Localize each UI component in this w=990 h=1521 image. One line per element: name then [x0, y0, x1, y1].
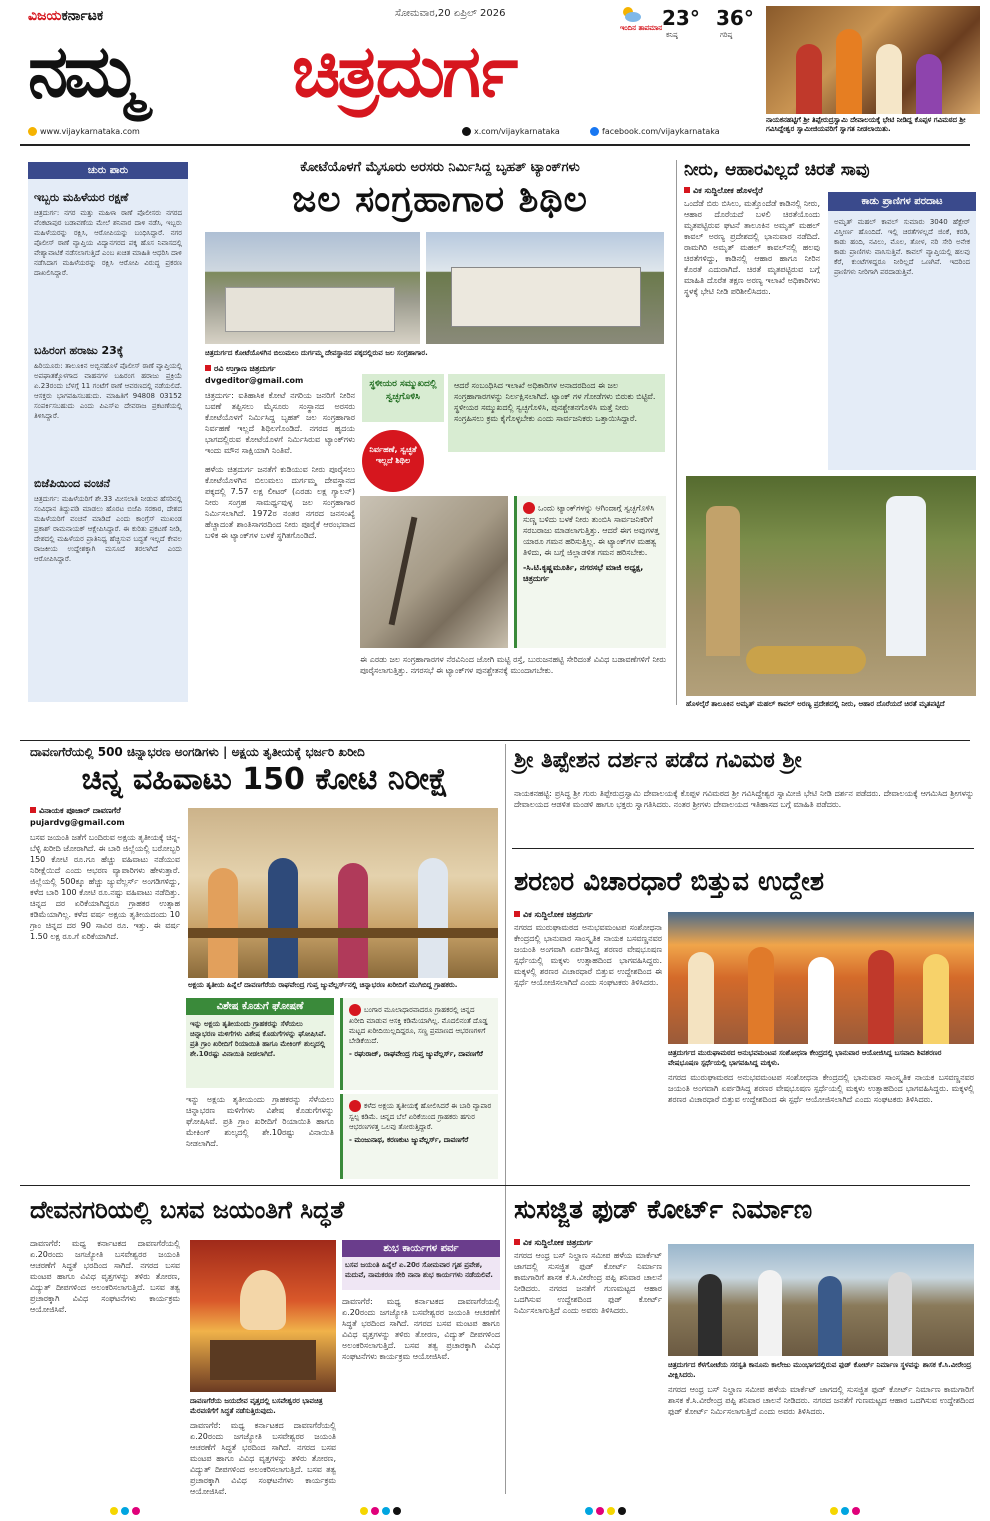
lead-kicker: ಕೋಟೆಯೊಳಗೆ ಮೈಸೂರು ಅರಸರು ನಿರ್ಮಿಸಿದ್ದ ಬೃಹತ್ ಟ್ಯಾಂಕ್‌ಗಳು [300, 160, 580, 175]
gold-offer-body: ಇನ್ನು ಅಕ್ಷಯ ತೃತೀಯಂದು ಗ್ರಾಹಕರನ್ನು ಸೆಳೆಯಲು ಚಿನ್ನಾಭರಣ ಮಳಿಗೆಗಳು ವಿಶೇಷ ಕೊಡುಗೆಗಳನ್ನು ಘೋಷಿಸಿವೆ. ಪ್ರತಿ ಗ್ರಾಂ ಖರೀದಿಗೆ ರಿಯಾಯಿತಿ ಹಾಗೂ ಮೇಕಿಂಗ್ ಶುಲ್ಕದಲ್ಲಿ ಶೇ.10ರಷ್ಟು ವಿನಾಯಿತಿ ನೀಡಲಾಗಿದೆ. [190, 1020, 327, 1058]
food-body-cont: ನಗರದ ಆಂಧ್ರ ಬಸ್ ನಿಲ್ದಾಣ ಸಮೀಪ ಹಳೆಯ ಮಾರ್ಕೆಟ್ ಜಾಗದಲ್ಲಿ ಸುಸಜ್ಜಿತ ಫುಡ್ ಕೋರ್ಟ್ ನಿರ್ಮಾಣ ಕಾಮಗಾರಿಗೆ ಶಾಸಕ ಕೆ.ಸಿ.ವೀರೇಂದ್ರ ಪಪ್ಪಿ ಶನಿವಾರ ಚಾಲನೆ ನೀಡಿದರು. ನಗರದ ಜನತೆಗೆ ಗುಣಮಟ್ಟದ ಆಹಾರ ಒದಗಿಸುವ ಉದ್ದೇಶದಿಂದ ಫುಡ್ ಕೋರ್ಟ್ ನಿರ್ಮಿಸಲಾಗುತ್ತಿದೆ ಎಂದು ಅವರು ತಿಳಿಸಿದರು. [668, 1385, 974, 1416]
masthead-rule [20, 144, 970, 146]
food-photo [668, 1244, 974, 1356]
sharana-photo-caption: ಚಿತ್ರದುರ್ಗದ ಮುರುಘಾಮಠದ ಅನುಭವಮಂಟಪ ಸಂಶೋಧನಾ ಕೇಂದ್ರದಲ್ಲಿ ಭಾನುವಾರ ಆಯೋಜಿಸಿದ್ದ ಬಸವಾದಿ ಶಿವಶರಣರ ವೇಷಭೂಷಣ ಸ್ಪರ್ಧೆಯಲ್ಲಿ ಭಾಗವಹಿಸಿದ್ದ ಮಕ್ಕಳು. [668, 1049, 942, 1067]
masthead-title-right: ಚಿತ್ರದುರ್ಗ [292, 29, 516, 113]
weather-label: ಇಂದಿನ ತಾಪಮಾನ [620, 24, 663, 32]
lead-photo-left [205, 232, 420, 344]
brief-body: ಚಿತ್ರದುರ್ಗ: ಮಹಿಳೆಯರಿಗೆ ಶೇ.33 ಮೀಸಲಾತಿ ನೀಡುವ ಹೆಸರಿನಲ್ಲಿ ಸಂವಿಧಾನ ತಿದ್ದುಪಡಿ ಮಾಡಲು ಹೊರಟ ಬಿಜೆಪಿ ಸರಕಾರ, ದೇಶದ ಮಹಿಳೆಯರಿಗೆ ವಂಚನೆ ಮಾಡಿದೆ ಎಂದು ಕಾಂಗ್ರೆಸ್ ಮುಖಂಡ ಪ್ರಕಾಶ್ ರಾಮನಾಯಕ್ ಆಕ್ಷೇಪಿಸಿದ್ದಾರೆ. ಈ ಕುರಿತು ಪ್ರಕಟಣೆ ನೀಡಿ, ದೇಶದಲ್ಲಿ ಮಹಿಳೆಯರ ಪ್ರಾತಿನಿಧ್ಯ ಹೆಚ್ಚಿಸುವ ಬದ್ಧತೆ ಇಲ್ಲದೆ ಕೇವಲ ರಾಜಕೀಯ ಉದ್ದೇಶಕ್ಕಾಗಿ ಮಸೂದೆ ತರಲಾಗಿದೆ ಎಂದು ಆರೋಪಿಸಿದ್ದಾರೆ. [34, 495, 182, 563]
gold-offer-box [186, 998, 334, 1088]
temp-max: 36° [716, 6, 754, 30]
basava-body-right: ದಾವಣಗೆರೆ: ಮಧ್ಯ ಕರ್ನಾಟಕದ ದಾವಣಗೆರೆಯಲ್ಲಿ ಏ.20ರಂದು ಜಗಜ್ಯೋತಿ ಬಸವೇಶ್ವರರ ಜಯಂತಿ ಆಚರಣೆಗೆ ಸಿದ್ಧತೆ ಭರದಿಂದ ಸಾಗಿದೆ. ನಗರದ ಬಸವ ಮಂಟಪ ಹಾಗೂ ವಿವಿಧ ವೃತ್ತಗಳನ್ನು ತಳಿರು ತೋರಣ, ವಿದ್ಯುತ್ ದೀಪಗಳಿಂದ ಅಲಂಕರಿಸಲಾಗುತ್ತಿದೆ. ಬಸವ ತತ್ವ ಪ್ರಚಾರಕ್ಕಾಗಿ ವಿವಿಧ ಸಂಘಟನೆಗಳು ಕಾರ್ಯಕ್ರಮ ಆಯೋಜಿಸಿವೆ. [342, 1297, 500, 1361]
gold-quote-2 [340, 1094, 498, 1179]
lead-byline: ರವಿ ಉಗ್ರಾಣ ಚಿತ್ರದುರ್ಗ [214, 364, 276, 373]
leopard-photo-caption: ಹೊಳಲ್ಕೆರೆ ತಾಲೂಕಿನ ಅಮೃತ್ ಮಹಲ್ ಕಾವಲ್ ಅರಣ್ಯ ಪ್ರದೇಶದಲ್ಲಿ ನೀರು, ಆಹಾರ ದೊರೆಯದೆ ಚಿರತೆ ಮೃತಪಟ್ಟಿದೆ [686, 700, 945, 708]
print-registration-marks [585, 1507, 626, 1515]
lead-quote-text: ಒಂದು ಟ್ಯಾಂಕ್‌ಗಳನ್ನು ಆಗಿಂದಾಗ್ಗೆ ಸ್ವಚ್ಛಗೊಳಿಸಿ ಸುಣ್ಣ ಬಳಿದು ಬಳಕೆ ನೀರು ತುಂಬಿಸಿ ಸಾರ್ವಜನಿಕರಿಗೆ ಸರಬರಾಜು ಮಾಡಲಾಗುತ್ತಿತ್ತು. ಆದರೆ ಈಗ ಅವುಗಳತ್ತ ಯಾರೂ ಗಮನ ಹರಿಸುತ್ತಿಲ್ಲ. ಈ ಟ್ಯಾಂಕ್‌ಗಳ ಮಹತ್ವ ತಿಳಿದು, ಈ ಬಗ್ಗೆ ಜಿಲ್ಲಾಡಳಿತ ಗಮನ ಹರಿಸಬೇಕು. [523, 503, 660, 557]
byline-marker-icon [684, 187, 690, 193]
facebook-icon [590, 127, 599, 136]
basava-tag-body: ಬಸವ ಜಯಂತಿ ಹಿನ್ನೆಲೆ ಏ.20ರ ಸೋಮವಾರ ಗೃಹ ಪ್ರವೇಶ, ಮದುವೆ, ನಾಮಕರಣ ಸೇರಿ ನಾನಾ ಶುಭ ಕಾರ್ಯಗಳು ನಡೆಯಲಿವೆ. [345, 1261, 493, 1279]
col-divider [505, 744, 506, 1494]
col-divider [676, 160, 677, 705]
gold-body: ಬಸವ ಜಯಂತಿ ಜತೆಗೆ ಬಂದಿರುವ ಅಕ್ಷಯ ತೃತೀಯಕ್ಕೆ ಚಿನ್ನ-ಬೆಳ್ಳಿ ಖರೀದಿ ಜೋರಾಗಿದೆ. ಈ ಬಾರಿ ಜಿಲ್ಲೆಯಲ್ಲಿ ಬರೋಬ್ಬರಿ 150 ಕೋಟಿ ರೂ.ಗೂ ಹೆಚ್ಚು ವಹಿವಾಟು ನಡೆಯುವ ನಿರೀಕ್ಷೆಯಿದೆ ಎಂದು ಆಭರಣ ವ್ಯಾಪಾರಿಗಳು ಹೇಳುತ್ತಾರೆ. ಜಿಲ್ಲೆಯಲ್ಲಿ 500ಕ್ಕೂ ಹೆಚ್ಚು ಜ್ಯುವೆಲ್ಲರ್ಸ್ ಅಂಗಡಿಗಳಿದ್ದು, ಕಳೆದ ಬಾರಿ 100 ಕೋಟಿ ರೂ.ನಷ್ಟು ವಹಿವಾಟು ನಡೆದಿತ್ತು. ಚಿನ್ನದ ದರ ಏರಿಕೆಯಾಗಿದ್ದರೂ ಗ್ರಾಹಕರ ಉತ್ಸಾಹ ಕಡಿಮೆಯಾಗಿಲ್ಲ. ಕಳೆದ ವರ್ಷ ಅಕ್ಷಯ ತೃತೀಯದಂದು 10 ಗ್ರಾಂ ಚಿನ್ನದ ದರ 90 ಸಾವಿರ ರೂ. ಇತ್ತು. ಈ ವರ್ಷ 1.50 ಲಕ್ಷ ರೂ.ಗೆ ಏರಿಕೆಯಾಗಿದೆ. [30, 833, 180, 941]
brief-title: ಬಹಿರಂಗ ಹರಾಜು 23ಕ್ಕೆ [34, 344, 124, 357]
gold-kicker: ದಾವಣಗೆರೆಯಲ್ಲಿ 500 ಚಿನ್ನಾಭರಣ ಅಂಗಡಿಗಳು | ಅಕ್ಷಯ ತೃತೀಯಕ್ಕೆ ಭರ್ಜರಿ ಖರೀದಿ [30, 745, 365, 759]
quote-icon [523, 502, 535, 514]
sharana-byline: ವಿಕ ಸುದ್ದಿಲೋಕ ಚಿತ್ರದುರ್ಗ [514, 910, 593, 920]
section-rule [512, 848, 974, 849]
sharana-photo [668, 912, 974, 1044]
brand-logo[interactable]: ವಿಜಯಕರ್ನಾಟಕ [28, 8, 104, 24]
print-registration-marks [830, 1507, 860, 1515]
temp-max-label: ಗರಿಷ್ಠ [720, 31, 733, 39]
gold-quote-2-text: ಕಳೆದ ಅಕ್ಷಯ ತೃತೀಯಕ್ಕೆ ಹೋಲಿಸಿದರೆ ಈ ಬಾರಿ ವ್ಯಾಪಾರ ಸ್ವಲ್ಪ ಕಡಿಮೆ. ಚಿನ್ನದ ಬೆಲೆ ಏರಿಕೆಯಿಂದ ಗ್ರಾಹಕರು ಹಗುರ ಆಭರಣಗಳತ್ತ ಒಲವು ತೋರುತ್ತಿದ್ದಾರೆ. [349, 1102, 492, 1131]
leopard-body: ಒಂದೆಡೆ ಬಿರು ಬಿಸಿಲು, ಮತ್ತೊಂದೆಡೆ ಕಾಡಿನಲ್ಲಿ ನೀರು, ಆಹಾರ ದೊರೆಯದೆ ಬಳಲಿ ಚಿರತೆಯೊಂದು ಮೃತಪಟ್ಟಿರುವ ಘಟನೆ ತಾಲೂಕಿನ ಅಮೃತ್ ಮಹಲ್ ಕಾವಲ್ ಅರಣ್ಯ ಪ್ರದೇಶದಲ್ಲಿ ಭಾನುವಾರ ನಡೆದಿದೆ. ರಾಮಗಿರಿ ಅಮೃತ್ ಮಹಲ್ ಕಾವಲ್‌ನಲ್ಲಿ ಹಲವು ಚಿರತೆಗಳಿದ್ದು, ಕಾಡಿನಲ್ಲಿ ಆಹಾರ ಹಾಗೂ ನೀರಿನ ಕೊರತೆ ಎದುರಾಗಿದೆ. ಚಿರತೆ ಮೃತಪಟ್ಟಿರುವ ಬಗ್ಗೆ ಮಾಹಿತಿ ದೊರೆತ ತಕ್ಷಣ ಅರಣ್ಯ ಇಲಾಖೆ ಅಧಿಕಾರಿಗಳು ಸ್ಥಳಕ್ಕೆ ಭೇಟಿ ನೀಡಿ ಪರಿಶೀಲಿಸಿದರು. [684, 199, 820, 296]
facebook-link[interactable]: facebook.com/vijaykarnataka [590, 127, 720, 136]
temp-min-label: ಕನಿಷ್ಠ [666, 31, 678, 39]
masthead-title-left: ನಮ್ಮ [28, 29, 139, 113]
lead-photo-crack [360, 496, 508, 648]
food-body: ನಗರದ ಆಂಧ್ರ ಬಸ್ ನಿಲ್ದಾಣ ಸಮೀಪ ಹಳೆಯ ಮಾರ್ಕೆಟ್ ಜಾಗದಲ್ಲಿ ಸುಸಜ್ಜಿತ ಫುಡ್ ಕೋರ್ಟ್ ನಿರ್ಮಾಣ ಕಾಮಗಾರಿಗೆ ಶಾಸಕ ಕೆ.ಸಿ.ವೀರೇಂದ್ರ ಪಪ್ಪಿ ಶನಿವಾರ ಚಾಲನೆ ನೀಡಿದರು. ನಗರದ ಜನತೆಗೆ ಗುಣಮಟ್ಟದ ಆಹಾರ ಒದಗಿಸುವ ಉದ್ದೇಶದಿಂದ ಫುಡ್ ಕೋರ್ಟ್ ನಿರ್ಮಿಸಲಾಗುತ್ತಿದೆ ಎಂದು ಅವರು ತಿಳಿಸಿದರು. [514, 1251, 662, 1315]
gold-offer-tag: ವಿಶೇಷ ಕೊಡುಗೆ ಘೋಷಣೆ [186, 998, 334, 1015]
basava-body: ದಾವಣಗೆರೆ: ಮಧ್ಯ ಕರ್ನಾಟಕದ ದಾವಣಗೆರೆಯಲ್ಲಿ ಏ.20ರಂದು ಜಗಜ್ಯೋತಿ ಬಸವೇಶ್ವರರ ಜಯಂತಿ ಆಚರಣೆಗೆ ಸಿದ್ಧತೆ ಭರದಿಂದ ಸಾಗಿದೆ. ನಗರದ ಬಸವ ಮಂಟಪ ಹಾಗೂ ವಿವಿಧ ವೃತ್ತಗಳನ್ನು ತಳಿರು ತೋರಣ, ವಿದ್ಯುತ್ ದೀಪಗಳಿಂದ ಅಲಂಕರಿಸಲಾಗುತ್ತಿದೆ. ಬಸವ ತತ್ವ ಪ್ರಚಾರಕ್ಕಾಗಿ ವಿವಿಧ ಸಂಘಟನೆಗಳು ಕಾರ್ಯಕ್ರಮ ಆಯೋಜಿಸಿವೆ. [30, 1239, 180, 1314]
lead-quote-author: -ಸಿ.ಟಿ.ಕೃಷ್ಣಮೂರ್ತಿ, ನಗರಸಭೆ ಮಾಜಿ ಅಧ್ಯಕ್ಷ, ಚಿತ್ರದುರ್ಗ [523, 563, 644, 583]
x-icon [462, 127, 471, 136]
lead-green-tag: ಸ್ಥಳೀಯರ ಸಮ್ಮುಖದಲ್ಲಿ ಸ್ವಚ್ಛಗೊಳಿಸಿ [362, 374, 444, 422]
leopard-byline: ವಿಕ ಸುದ್ದಿಲೋಕ ಹೊಳಲ್ಕೆರೆ [684, 186, 763, 196]
quote-icon [349, 1100, 361, 1112]
lead-badge: ನಿರ್ವಹಣೆ, ಸ್ವಚ್ಛತೆ ಇಲ್ಲದೆ ಶಿಥಿಲ [362, 430, 424, 492]
quote-icon [349, 1004, 361, 1016]
brief-title: ಇಬ್ಬರು ಮಹಿಳೆಯರ ರಕ್ಷಣೆ [34, 191, 129, 204]
leopard-headline: ನೀರು, ಆಹಾರವಿಲ್ಲದೆ ಚಿರತೆ ಸಾವು [684, 160, 870, 180]
byline-marker-icon [30, 807, 36, 813]
basava-photo [190, 1240, 336, 1392]
sharana-body-cont: ನಗರದ ಮುರುಘಾಮಠದ ಅನುಭವಮಂಟಪ ಸಂಶೋಧನಾ ಕೇಂದ್ರದಲ್ಲಿ ಭಾನುವಾರ ಸಾಂಸ್ಕೃತಿಕ ನಾಯಕ ಬಸವಣ್ಣನವರ ಜಯಂತಿ ಅಂಗವಾಗಿ ಏರ್ಪಡಿಸಿದ್ದ ಶರಣರ ವೇಷಭೂಷಣ ಸ್ಪರ್ಧೆಯಲ್ಲಿ ಮಕ್ಕಳು ಉತ್ಸಾಹದಿಂದ ಭಾಗವಹಿಸಿದ್ದರು. ಮಕ್ಕಳಲ್ಲಿ ಶರಣರ ವಿಚಾರಧಾರೆ ಬಿತ್ತುವ ಉದ್ದೇಶದಿಂದ ಈ ಸ್ಪರ್ಧೆ ಆಯೋಜಿಸಲಾಗಿದೆ ಎಂದು ಸಂಘಟಕರು ತಿಳಿಸಿದರು. [668, 1073, 974, 1104]
food-photo-caption: ಚಿತ್ರದುರ್ಗದ ಕೆಳಗೋಟೆಯ ಸರಸ್ವತಿ ಕಾನೂನು ಕಾಲೇಜು ಮುಂಭಾಗದಲ್ಲಿರುವ ಫುಡ್ ಕೋರ್ಟ್ ನಿರ್ಮಾಣ ಸ್ಥಳವನ್ನು ಶಾಸಕ ಕೆ.ಸಿ.ವೀರೇಂದ್ರ ವೀಕ್ಷಿಸಿದರು. [668, 1361, 972, 1379]
cloud-sun-icon [620, 6, 642, 22]
masthead-photo [766, 6, 980, 114]
gold-byline: ವಿನಾಯಕ ಪೂಜಾರ್ ದಾವಣಗೆರೆ [39, 806, 121, 815]
shri-body: ನಾಯಕನಹಟ್ಟಿ: ಪ್ರಸಿದ್ಧ ಶ್ರೀ ಗುರು ತಿಪ್ಪೇರುದ್ರಸ್ವಾಮಿ ದೇವಾಲಯಕ್ಕೆ ಕೊಪ್ಪಳ ಗವಿಮಠದ ಶ್ರೀ ಗವಿಸಿದ್ದೇಶ್ವರ ಸ್ವಾಮೀಜಿ ಭೇಟಿ ನೀಡಿ ದರ್ಶನ ಪಡೆದರು. ದೇವಾಲಯಕ್ಕೆ ಆಗಮಿಸಿದ ಶ್ರೀಗಳನ್ನು ದೇವಾಲಯದ ಆಡಳಿತ ಮಂಡಳಿ ಹಾಗೂ ಭಕ್ತರು ಸ್ವಾಗತಿಸಿದರು. ನಂತರ ಶ್ರೀಗಳು ದೇವಾಲಯದ ಇತಿಹಾಸದ ಬಗ್ಗೆ ಮಾಹಿತಿ ಪಡೆದರು. [514, 789, 974, 809]
briefs-tag: ಚುರು ಪಾರು [28, 162, 188, 179]
basava-headline: ದೇವನಗರಿಯಲ್ಲಿ ಬಸವ ಜಯಂತಿಗೆ ಸಿದ್ಧತೆ [30, 1196, 345, 1224]
leopard-photo [686, 476, 976, 696]
gold-quote-1 [340, 998, 498, 1090]
lead-body-1: ಚಿತ್ರದುರ್ಗ: ಐತಿಹಾಸಿಕ ಕೋಟೆ ನಗರಿಯ ಜನರಿಗೆ ನೀರಿನ ಬವಣೆ ತಪ್ಪಿಸಲು ಮೈಸೂರು ಸಂಸ್ಥಾನದ ಅರಸರು ಕೋಟೆಯೊಳಗೆ ನಿರ್ಮಿಸಿದ್ದ ಬೃಹತ್ ಜಲ ಸಂಗ್ರಹಾಗಾರ ನಿರ್ವಹಣೆ ಇಲ್ಲದೆ ಶಿಥಿಲಗೊಂಡಿದೆ. ನಗರದ ಹೃದಯ ಭಾಗದಲ್ಲಿರುವ ಕೋಟೆಯೊಳಗೆ ನಿರ್ಮಿಸಿರುವ ಟ್ಯಾಂಕ್‌ಗಳು ಇಂದು ಮೌನ ಸಾಕ್ಷಿಯಾಗಿ ನಿಂತಿವೆ. [205, 391, 355, 455]
gold-quote-1-text: ಬಂಗಾರ ಮೂಲಾಧಾರವಾದರೂ ಗ್ರಾಹಕರಲ್ಲಿ ಚಿನ್ನದ ಖರೀದಿ ಮಾಡುವ ಆಸಕ್ತಿ ಕಡಿಮೆಯಾಗಿಲ್ಲ. ಮೊದಲಿನಂತೆ ದೊಡ್ಡ ಮಟ್ಟದ ಖರೀದಿಯಿಲ್ಲದಿದ್ದರೂ, ಸಣ್ಣ ಪ್ರಮಾಣದ ಆಭರಣಗಳಿಗೆ ಬೇಡಿಕೆಯಿದೆ. [349, 1006, 488, 1045]
leopard-box-body: ಅಮೃತ್ ಮಹಲ್ ಕಾವಲ್ ಸುಮಾರು 3040 ಹೆಕ್ಟೇರ್ ವಿಸ್ತೀರ್ಣ ಹೊಂದಿದೆ. ಇಲ್ಲಿ ಚಿರತೆಗಳಲ್ಲದೆ ಜಿಂಕೆ, ಕರಡಿ, ಕಾಡು ಹಂದಿ, ನವಿಲು, ಮೊಲ, ತೋಳ, ನರಿ ಸೇರಿ ಅನೇಕ ಕಾಡು ಪ್ರಾಣಿಗಳು ವಾಸಿಸುತ್ತಿವೆ. ಕಾವಲ್ ವ್ಯಾಪ್ತಿಯಲ್ಲಿ ಹಲವು ಕೆರೆ, ಕುಂಟೆಗಳಿದ್ದರೂ ನೀರಿಲ್ಲದೆ ಒಣಗಿವೆ. ಇದರಿಂದ ಪ್ರಾಣಿಗಳು ನೀರಿಗಾಗಿ ಪರದಾಡುತ್ತಿವೆ. [834, 218, 970, 276]
gold-photo [188, 808, 498, 978]
gold-body-cont: ಇನ್ನು ಅಕ್ಷಯ ತೃತೀಯಂದು ಗ್ರಾಹಕರನ್ನು ಸೆಳೆಯಲು ಚಿನ್ನಾಭರಣ ಮಳಿಗೆಗಳು ವಿಶೇಷ ಕೊಡುಗೆಗಳನ್ನು ಘೋಷಿಸಿವೆ. ಪ್ರತಿ ಗ್ರಾಂ ಖರೀದಿಗೆ ರಿಯಾಯಿತಿ ಹಾಗೂ ಮೇಕಿಂಗ್ ಶುಲ್ಕದಲ್ಲಿ ಶೇ.10ರಷ್ಟು ವಿನಾಯಿತಿ ನೀಡಲಾಗಿದೆ. [186, 1095, 334, 1148]
leopard-side-box [828, 192, 976, 470]
temp-min: 23° [662, 6, 700, 30]
lead-photo-caption: ಚಿತ್ರದುರ್ಗದ ಕೋಟೆಯೊಳಗಿನ ಬಿಲುಮಲು ದುರ್ಗಮ್ಮ ದೇವಸ್ಥಾನದ ಪಕ್ಕದಲ್ಲಿರುವ ಜಲ ಸಂಗ್ರಹಾಗಾರ. [205, 349, 428, 357]
brand-logo-second: ಕರ್ನಾಟಕ [61, 8, 104, 24]
brief-body: ಚಿತ್ರದುರ್ಗ: ನಗರ ಮತ್ತು ಮಹಿಳಾ ಠಾಣೆ ಪೊಲೀಸರು ನಗರದ ವೆಂಕಟಾಪುರ ಬಡಾವಣೆಯ ಮೇಲೆ ಶನಿವಾರ ದಾಳಿ ನಡೆಸಿ, ಇಬ್ಬರು ಮಹಿಳೆಯರನ್ನು ರಕ್ಷಿಸಿ, ಆರೋಪಿಯನ್ನು ಬಂಧಿಸಿದ್ದಾರೆ. ನಗರ ಪೊಲೀಸ್ ಠಾಣೆ ವ್ಯಾಪ್ತಿಯ ವಿದ್ಯಾನಗರದ ಪಕ್ಕ ಹೊಸ ನಿವಾಸದಲ್ಲಿ ವೇಶ್ಯಾವಾಟಿಕೆ ನಡೆಸಲಾಗುತ್ತಿದೆ ಎಂಬ ಖಚಿತ ಮಾಹಿತಿ ಆಧರಿಸಿ ದಾಳಿ ನಡೆಸಿದಾಗ ಮಹಿಳೆಯರನ್ನು ರಕ್ಷಿಸಿ ಆರೋಪಿ ವಿರುದ್ಧ ಪ್ರಕರಣ ದಾಖಲಿಸಿದ್ದಾರೆ. [34, 209, 182, 277]
edition-date: ಸೋಮವಾರ,20 ಏಪ್ರಿಲ್ 2026 [395, 8, 506, 19]
briefs-column [28, 162, 188, 702]
lead-body-3: ಈ ಎರಡು ಜಲ ಸಂಗ್ರಹಾಗಾರಗಳ ನೆರವಿನಿಂದ ಜೋಗಿ ಮಟ್ಟಿ ರಸ್ತೆ, ಬುರುಜನಹಟ್ಟಿ ಸೇರಿದಂತೆ ವಿವಿಧ ಬಡಾವಣೆಗಳಿಗೆ ನೀರು ಪೂರೈಸಲಾಗುತ್ತಿತ್ತು. ನಗರಸಭೆ ಈ ಟ್ಯಾಂಕ್‌ಗಳ ಪುನಶ್ಚೇತನಕ್ಕೆ ಮುಂದಾಗಬೇಕು. [360, 655, 666, 675]
basava-tag: ಶುಭ ಕಾರ್ಯಗಳ ಪರ್ವ [342, 1240, 500, 1257]
basava-tag-box [342, 1240, 500, 1290]
lead-headline: ಜಲ ಸಂಗ್ರಹಾಗಾರ ಶಿಥಿಲ [292, 179, 588, 220]
masthead-photo-caption: ನಾಯಕನಹಟ್ಟಿಗೆ ಶ್ರೀ ತಿಪ್ಪೇರುದ್ರಸ್ವಾಮಿ ದೇವಾಲಯಕ್ಕೆ ಭೇಟಿ ನೀಡಿದ್ದ ಕೊಪ್ಪಳ ಗವಿಮಠದ ಶ್ರೀ ಗವಿಸಿದ್ದೇಶ್ವರ ಸ್ವಾಮೀಜಿಯವರಿಗೆ ಸ್ವಾಗತ ನೀಡಲಾಯಿತು. [766, 116, 966, 133]
gold-photo-caption: ಅಕ್ಷಯ ತೃತೀಯ ಹಿನ್ನೆಲೆ ದಾವಣಗೆರೆಯ ರಾಘವೇಂದ್ರ ಗುಪ್ತ ಜ್ಯುವೆಲ್ಲರ್ಸ್‌ನಲ್ಲಿ ಚಿನ್ನಾಭರಣ ಖರೀದಿಗೆ ಮುಗಿಬಿದ್ದ ಗ್ರಾಹಕರು. [188, 981, 458, 989]
lead-green-box: ಆದರೆ ಸಂಬಂಧಿಸಿದ ಇಲಾಖೆ ಅಧಿಕಾರಿಗಳ ಅನಾದರದಿಂದ ಈ ಜಲ ಸಂಗ್ರಹಾಗಾರಗಳನ್ನು ನಿರ್ಲಕ್ಷಿಸಲಾಗಿದೆ. ಟ್ಯಾಂಕ್ ಗಳ ಗೋಡೆಗಳು ಬಿರುಕು ಬಿಟ್ಟಿವೆ. ಸ್ಥಳೀಯರ ಸಮ್ಮುಖದಲ್ಲಿ ಸ್ವಚ್ಛಗೊಳಿಸಿ, ಪುನಶ್ಚೇತನಗೊಳಿಸಿ ಮತ್ತೆ ನೀರು ಸಂಗ್ರಹಿಸಲು ಕ್ರಮ ಕೈಗೊಳ್ಳಬೇಕು ಎಂದು ಸಾರ್ವಜನಿಕರು ಒತ್ತಾಯಿಸಿದ್ದಾರೆ. [448, 374, 665, 452]
section-rule [20, 1185, 970, 1186]
globe-icon [28, 127, 37, 136]
gold-email[interactable]: pujardvg@gmail.com [30, 818, 125, 827]
lead-email[interactable]: dvgeditor@gmail.com [205, 376, 304, 385]
gold-quote-1-author: - ರಘುರಾಜ್, ರಾಘವೇಂದ್ರ ಗುಪ್ತ ಜ್ಯುವೆಲ್ಲರ್ಸ್, ದಾವಣಗೆರೆ [349, 1050, 483, 1058]
brief-body: ಹಿರಿಯೂರು: ತಾಲೂಕಿನ ಅಬ್ಬಿನಹೊಳೆ ಪೊಲೀಸ್ ಠಾಣೆ ವ್ಯಾಪ್ತಿಯಲ್ಲಿ ಅಪಘಾತಕ್ಕೊಳಗಾದ ವಾಹನಗಳ ಬಹಿರಂಗ ಹರಾಜು ಪ್ರಕ್ರಿಯೆ ಏ.23ರಂದು ಬೆಳಗ್ಗೆ 11 ಗಂಟೆಗೆ ಠಾಣೆ ಆವರಣದಲ್ಲಿ ನಡೆಯಲಿದೆ. ಆಸಕ್ತರು ಭಾಗವಹಿಸಬಹುದು. ಮಾಹಿತಿಗೆ 94808 03152 ಸಂಪರ್ಕಿಸಬಹುದು ಎಂದು ಪಿಎಸ್‌ಐ ದೇವರಾಜ ಪ್ರಕಟಣೆಯಲ್ಲಿ ತಿಳಿಸಿದ್ದಾರೆ. [34, 362, 182, 420]
sharana-headline: ಶರಣರ ವಿಚಾರಧಾರೆ ಬಿತ್ತುವ ಉದ್ದೇಶ [514, 867, 825, 897]
leopard-box-title: ಕಾಡು ಪ್ರಾಣಿಗಳ ಪರದಾಟ [828, 192, 976, 211]
lead-photo-right [426, 232, 664, 344]
print-registration-marks [110, 1507, 140, 1515]
lead-byline-block [205, 364, 355, 385]
lead-body-2: ಹಳೆಯ ಚಿತ್ರದುರ್ಗ ಜನತೆಗೆ ಕುಡಿಯುವ ನೀರು ಪೂರೈಸಲು ಕೋಟೆಯೊಳಗಿನ ಬಿಲುಮಲು ದುರ್ಗಮ್ಮ ದೇವಸ್ಥಾನದ ಪಕ್ಕದಲ್ಲಿ 7.57 ಲಕ್ಷ ಲೀಟರ್ (ಎರಡು ಲಕ್ಷ ಗ್ಯಾಲನ್) ನೀರು ಸಂಗ್ರಹ ಸಾಮರ್ಥ್ಯವುಳ್ಳ ಜಲ ಸಂಗ್ರಹಾಗಾರ ನಿರ್ಮಿಸಲಾಗಿದೆ. 1972ರ ನಂತರ ನಗರದ ಜನಸಂಖ್ಯೆ ಹೆಚ್ಚಾದಂತೆ ಶಾಂತಿಸಾಗರದಿಂದ ನೀರು ಪೂರೈಕೆ ಆರಂಭವಾದ ಬಳಿಕ ಈ ಟ್ಯಾಂಕ್‌ಗಳ ಬಳಕೆ ಸ್ಥಗಿತಗೊಂಡಿದೆ. [205, 465, 355, 540]
section-rule [20, 740, 970, 741]
byline-marker-icon [205, 365, 211, 371]
sharana-body: ನಗರದ ಮುರುಘಾಮಠದ ಅನುಭವಮಂಟಪ ಸಂಶೋಧನಾ ಕೇಂದ್ರದಲ್ಲಿ ಭಾನುವಾರ ಸಾಂಸ್ಕೃತಿಕ ನಾಯಕ ಬಸವಣ್ಣನವರ ಜಯಂತಿ ಅಂಗವಾಗಿ ಏರ್ಪಡಿಸಿದ್ದ ಶರಣರ ವೇಷಭೂಷಣ ಸ್ಪರ್ಧೆಯಲ್ಲಿ ಮಕ್ಕಳು ಉತ್ಸಾಹದಿಂದ ಭಾಗವಹಿಸಿದ್ದರು. ಮಕ್ಕಳಲ್ಲಿ ಶರಣರ ವಿಚಾರಧಾರೆ ಬಿತ್ತುವ ಉದ್ದೇಶದಿಂದ ಈ ಸ್ಪರ್ಧೆ ಆಯೋಜಿಸಲಾಗಿದೆ ಎಂದು ಸಂಘಟಕರು ತಿಳಿಸಿದರು. [514, 923, 662, 987]
byline-marker-icon [514, 1239, 520, 1245]
twitter-link[interactable]: x.com/vijaykarnataka [462, 127, 560, 136]
shri-headline: ಶ್ರೀ ತಿಪ್ಪೇಶನ ದರ್ಶನ ಪಡೆದ ಗವಿಮಠ ಶ್ರೀ [514, 748, 802, 773]
gold-headline: ಚಿನ್ನ ವಹಿವಾಟು 150 ಕೋಟಿ ನಿರೀಕ್ಷೆ [81, 762, 449, 797]
basava-body-cont: ದಾವಣಗೆರೆ: ಮಧ್ಯ ಕರ್ನಾಟಕದ ದಾವಣಗೆರೆಯಲ್ಲಿ ಏ.20ರಂದು ಜಗಜ್ಯೋತಿ ಬಸವೇಶ್ವರರ ಜಯಂತಿ ಆಚರಣೆಗೆ ಸಿದ್ಧತೆ ಭರದಿಂದ ಸಾಗಿದೆ. ನಗರದ ಬಸವ ಮಂಟಪ ಹಾಗೂ ವಿವಿಧ ವೃತ್ತಗಳನ್ನು ತಳಿರು ತೋರಣ, ವಿದ್ಯುತ್ ದೀಪಗಳಿಂದ ಅಲಂಕರಿಸಲಾಗುತ್ತಿದೆ. ಬಸವ ತತ್ವ ಪ್ರಚಾರಕ್ಕಾಗಿ ವಿವಿಧ ಸಂಘಟನೆಗಳು ಕಾರ್ಯಕ್ರಮ ಆಯೋಜಿಸಿವೆ. [190, 1421, 336, 1496]
basava-photo-caption: ದಾವಣಗೆರೆಯ ಜಯದೇವ ವೃತ್ತದಲ್ಲಿ ಬಸವೇಶ್ವರರ ಭಾವಚಿತ್ರ ಮೆರವಣಿಗೆಗೆ ಸಿದ್ಧತೆ ನಡೆಸುತ್ತಿರುವುದು. [190, 1397, 323, 1415]
brief-title: ಬಿಜೆಪಿಯಿಂದ ವಂಚನೆ [34, 477, 110, 490]
gold-byline-block [30, 806, 180, 827]
website-link[interactable]: www.vijaykarnataka.com [28, 127, 140, 136]
print-registration-marks [360, 1507, 401, 1515]
food-byline: ವಿಕ ಸುದ್ದಿಲೋಕ ಚಿತ್ರದುರ್ಗ [514, 1238, 593, 1248]
gold-quote-2-author: - ಮಂಜುನಾಥ, ಕರಣಕುಟ ಜ್ಯುವೆಲ್ಲರ್ಸ್, ದಾವಣಗೆರೆ [349, 1136, 469, 1144]
food-headline: ಸುಸಜ್ಜಿತ ಫುಡ್ ಕೋರ್ಟ್ ನಿರ್ಮಾಣ [514, 1195, 813, 1225]
lead-quote [514, 496, 666, 648]
byline-marker-icon [514, 911, 520, 917]
weather-widget [620, 6, 760, 38]
